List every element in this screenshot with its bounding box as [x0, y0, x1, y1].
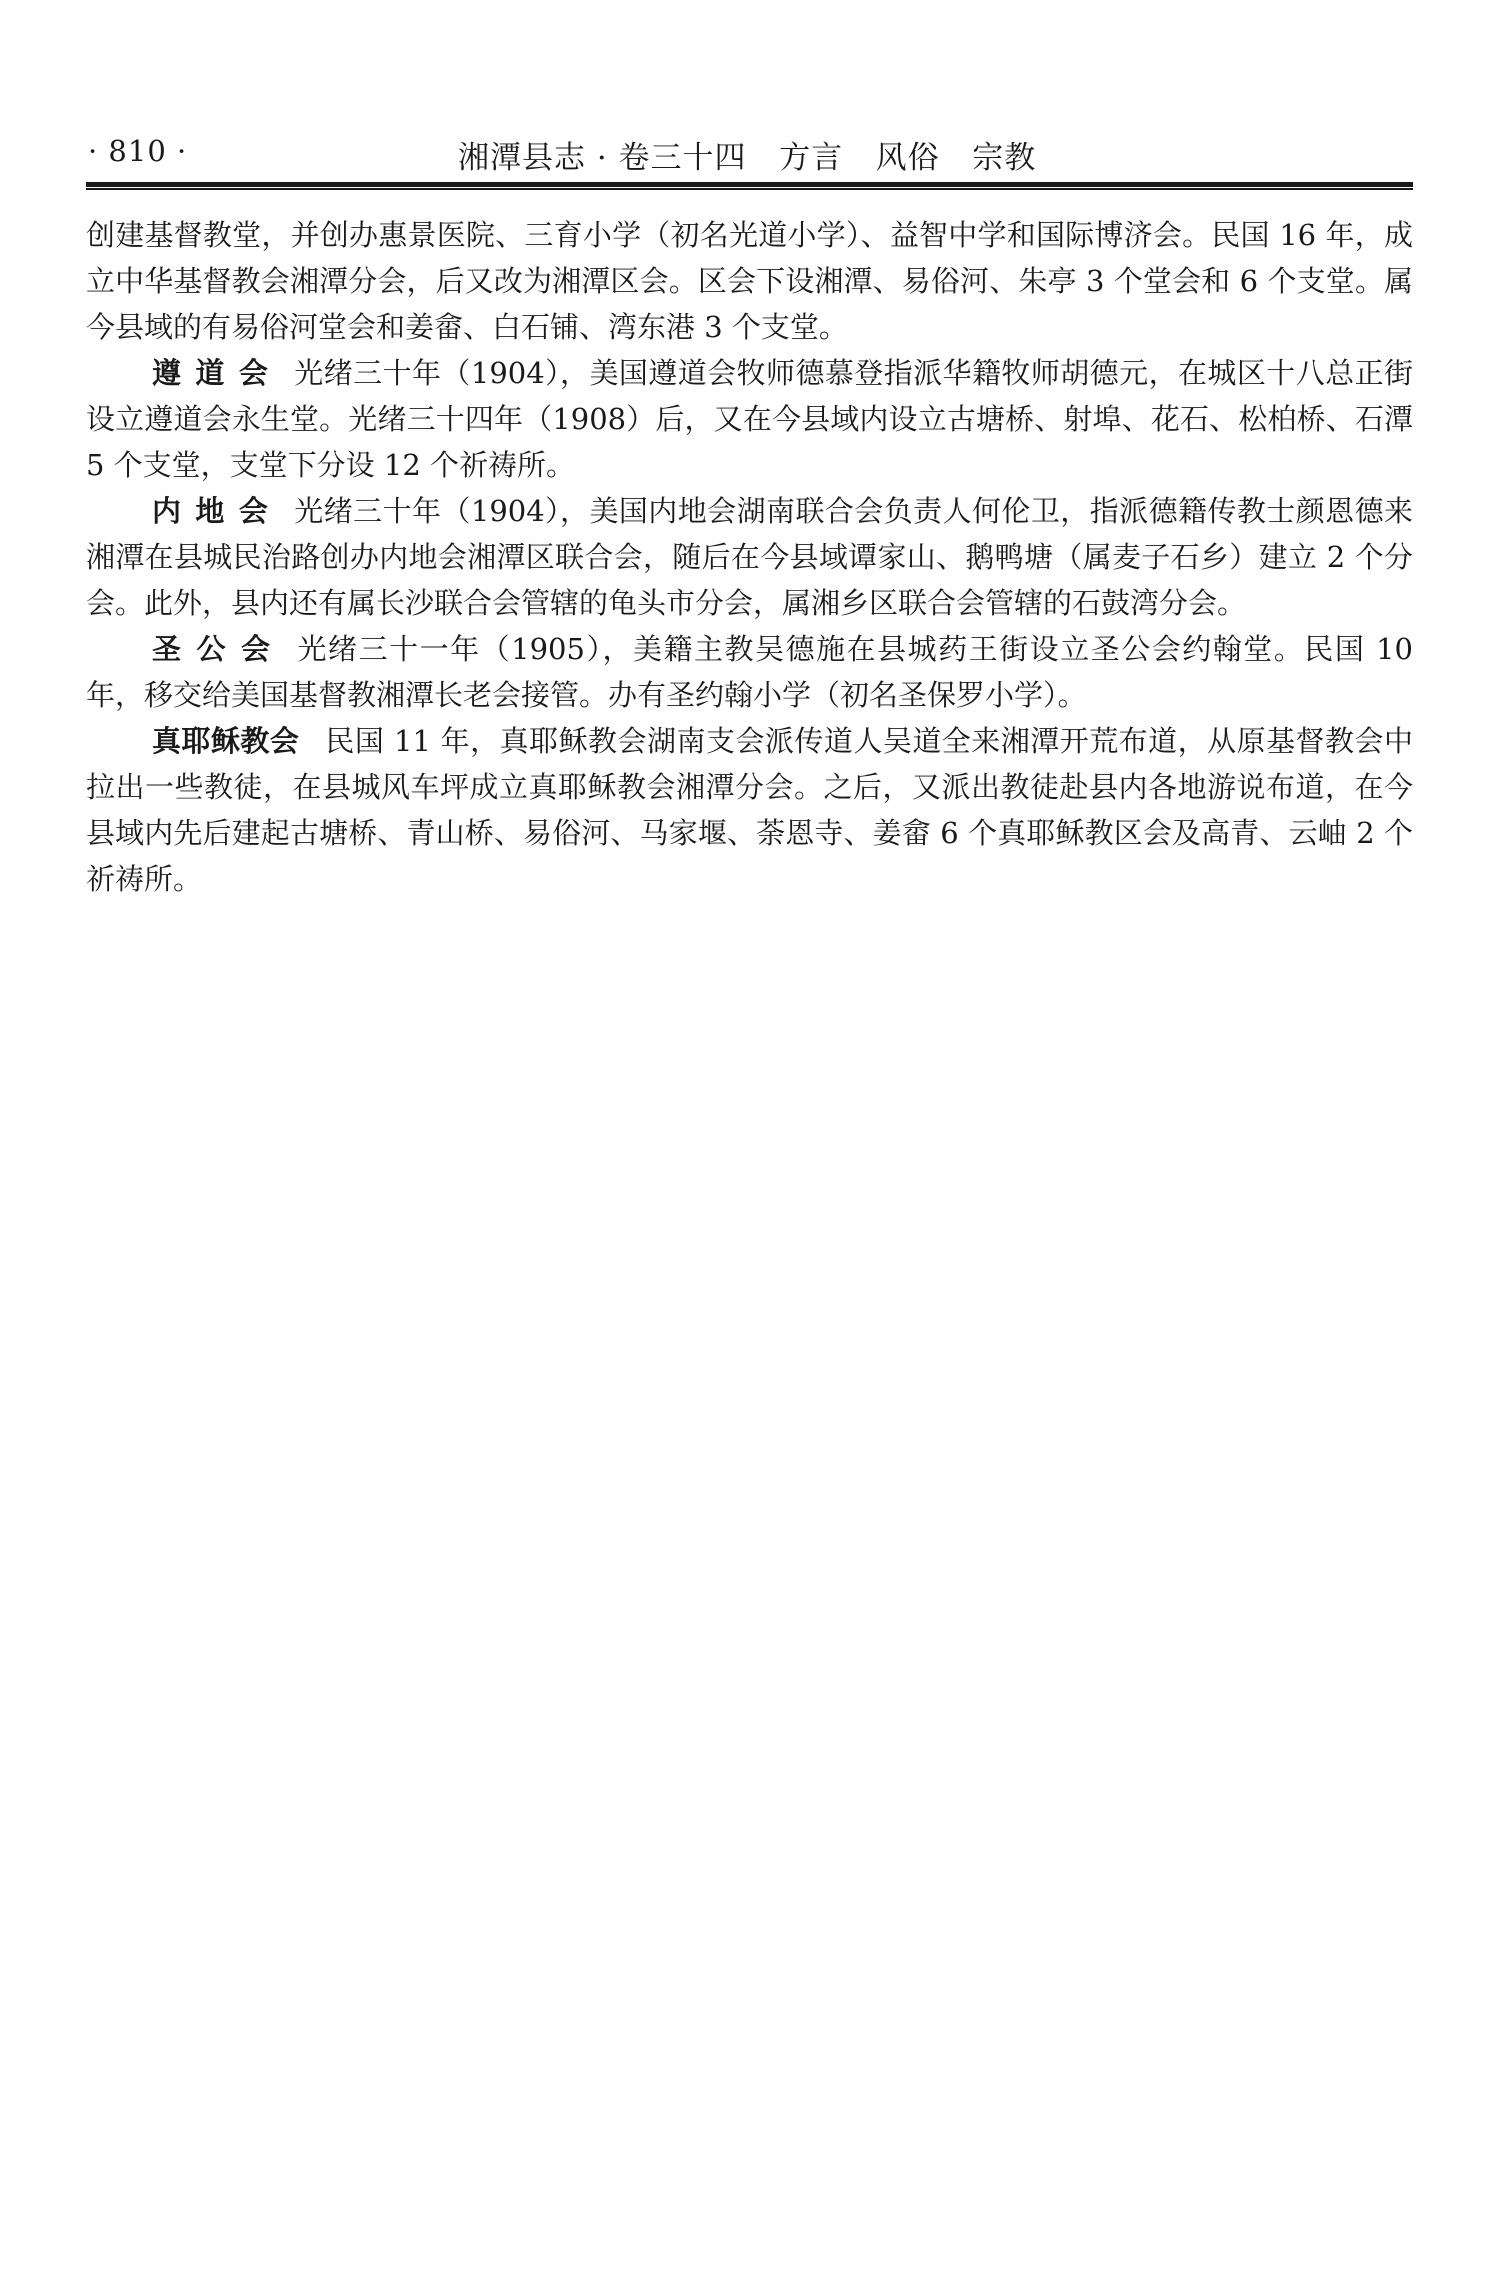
page-header — [86, 128, 1413, 178]
paragraph-zhenyesu — [86, 718, 1413, 902]
section-term: 遵道会 — [152, 356, 283, 390]
paragraph-neidihui — [86, 488, 1413, 626]
paragraph-text: 光绪三十年（1904），美国内地会湖南联合会负责人何伦卫，指派德籍传教士颜恩德来湘潭在县城民治路创办内地会湘潭区联合会，随后在今县域谭家山、鹅鸭塘（属麦子石乡）建立 2 个分会。此外，县内还有属长沙联合会管辖的龟头市分会，属湘乡区联合会管辖的石鼓湾分会。 — [86, 494, 1413, 620]
paragraph-text: 光绪三十年（1904），美国遵道会牧师德慕登指派华籍牧师胡德元，在城区十八总正街设立遵道会永生堂。光绪三十四年（1908）后，又在今县域内设立古塘桥、射埠、花石、松柏桥、石潭 5 个支堂，支堂下分设 12 个祈祷所。 — [86, 356, 1413, 482]
paragraph-text: 民国 11 年，真耶稣教会湖南支会派传道人吴道全来湘潭开荒布道，从原基督教会中拉出一些教徒，在县城风车坪成立真耶稣教会湘潭分会。之后，又派出教徒赴县内各地游说布道，在今县域内先后建起古塘桥、青山桥、易俗河、马家堰、荼恩寺、姜畲 6 个真耶稣教区会及高青、云岫 2 个祈祷所。 — [86, 724, 1413, 896]
paragraph-shenggonghui — [86, 626, 1413, 718]
section-term: 圣公会 — [152, 632, 286, 666]
header-rule — [86, 182, 1413, 190]
paragraph-continuation — [86, 212, 1413, 350]
page-number: · 810 · — [88, 134, 188, 168]
section-term: 内地会 — [152, 494, 283, 528]
running-title: 湘潭县志 · 卷三十四 方言 风俗 宗教 — [458, 140, 1037, 176]
paragraph-text: 创建基督教堂，并创办惠景医院、三育小学（初名光道小学）、益智中学和国际博济会。民国 16 年，成立中华基督教会湘潭分会，后又改为湘潭区会。区会下设湘潭、易俗河、朱亭 3 个堂会和 6 个支堂。属今县域的有易俗河堂会和姜畲、白石铺、湾东港 3 个支堂。 — [86, 218, 1413, 344]
paragraph-text: 光绪三十一年（1905），美籍主教吴德施在县城药王街设立圣公会约翰堂。民国 10 年，移交给美国基督教湘潭长老会接管。办有圣约翰小学（初名圣保罗小学）。 — [86, 632, 1413, 712]
body-text — [86, 212, 1413, 902]
paragraph-zundaohui — [86, 350, 1413, 488]
section-term: 真耶稣教会 — [152, 724, 300, 758]
